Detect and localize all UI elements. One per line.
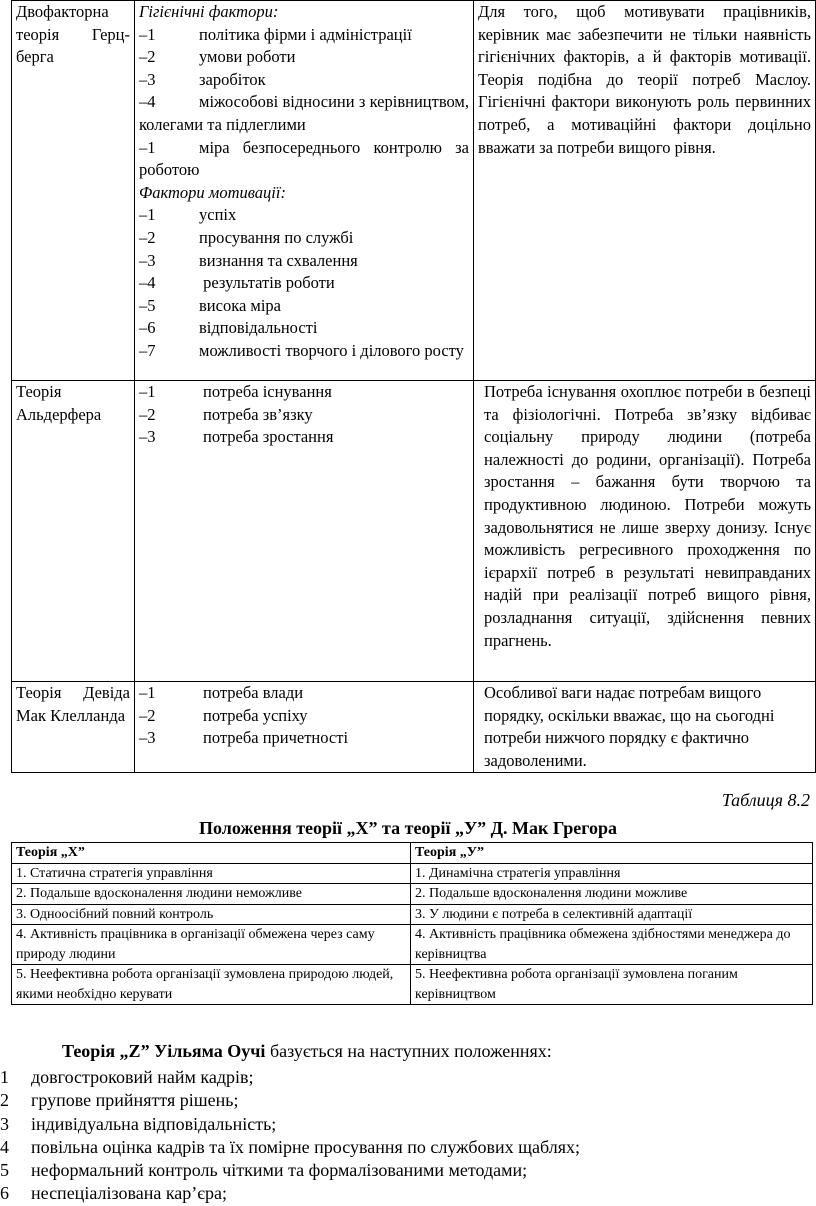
list-item: 3 індивідуальна відповідальність; bbox=[0, 1113, 277, 1134]
list-item: –2 просування по службі bbox=[139, 227, 354, 247]
list-item: –3 заробіток bbox=[139, 69, 266, 89]
list-item: 1 довгостроковий найм кадрів; bbox=[0, 1067, 254, 1087]
theories-table bbox=[11, 0, 816, 773]
list-item: –2 потреба успіху bbox=[139, 705, 308, 725]
hygiene-title: Гігієнічні фактори: bbox=[139, 2, 279, 21]
table-row bbox=[12, 925, 813, 965]
table-cell: 2. Подальше вдосконалення людини можливе bbox=[411, 884, 813, 905]
table-header-row bbox=[12, 843, 813, 864]
theory-z-title: Теорія „Z” Уільяма Оучі bbox=[62, 1041, 266, 1061]
list-item: –1 потреба існування bbox=[139, 382, 332, 401]
theory-description: Потреба існування охоплює потреби в безпеці та фізіологічні. Потреба зв’язку відбиває соціальну природу людини (потреба належності до родини, організації). Потреба зростання – бажання бути творчою та продуктивною людиною. Потреби можуть задовольнятися не лише зверху донизу. Існує можливість регресивного проходження по ієрархії потреб в результаті невиправданих надій при реалізації потреб вищого рівня, розладнання ситуації, здійснення певних прагнень. bbox=[474, 381, 816, 682]
table-row bbox=[12, 965, 813, 1005]
list-item: –4 міжособові відносини з керівництвом, колегами та підлеглими bbox=[139, 92, 469, 134]
table-cell: 1. Статична стратегія управління bbox=[12, 863, 411, 884]
column-header: Теорія „Х” bbox=[12, 843, 411, 864]
list-item: 5 неформальний контроль чіткими та формалізованими методами; bbox=[0, 1160, 528, 1181]
list-item: 2 групове прийняття рішень; bbox=[0, 1090, 239, 1111]
table-cell: 3. У людини є потреба в селективній адаптації bbox=[411, 904, 813, 925]
table-cell: 5. Неефективна робота організації зумовлена природою людей, якими необхідно керувати bbox=[12, 965, 411, 1005]
needs-cell bbox=[135, 682, 474, 773]
table-row bbox=[12, 682, 816, 773]
theory-name: Теорія Девіда Мак Клелланда bbox=[12, 682, 135, 773]
table-row bbox=[12, 863, 813, 884]
list-item: –7 можливості творчого і ділового росту bbox=[139, 340, 464, 360]
table-cell: 3. Одноосібний повний контроль bbox=[12, 904, 411, 925]
table-cell: 1. Динамічна стратегія управління bbox=[411, 863, 813, 884]
theory-z-intro bbox=[62, 1041, 552, 1062]
table-cell: 4. Активність працівника обмежена здібностями менеджера до керівництва bbox=[411, 925, 813, 965]
theory-name: Двофакторна теорія Герц-берга bbox=[12, 1, 135, 381]
table-row bbox=[12, 884, 813, 905]
list-item: –1 міра безпосереднього контролю за роботою bbox=[139, 137, 469, 180]
table-caption: Таблиця 8.2 bbox=[721, 790, 810, 810]
list-item: –1 політика фірми і адміністрації bbox=[139, 24, 412, 44]
list-item: –4 результатів роботи bbox=[139, 273, 335, 293]
table-row bbox=[12, 904, 813, 925]
xy-theory-table bbox=[11, 842, 813, 1005]
list-item: –2 умови роботи bbox=[139, 47, 296, 67]
motivation-title: Фактори мотивації: bbox=[139, 182, 286, 202]
column-header: Теорія „У” bbox=[411, 843, 813, 864]
theory-description: Особливої ваги надає потребам вищого порядку, оскільки вважає, що на сьогодні потреби нижчого порядку є фактично задоволеними. bbox=[474, 682, 816, 773]
list-item: –6 відповідальності bbox=[139, 318, 318, 338]
needs-cell bbox=[135, 381, 474, 682]
table-row bbox=[12, 1, 816, 381]
table-title: Положення теорії „Х” та теорії „У” Д. Мак Грегора bbox=[199, 818, 617, 838]
list-item: 4 повільна оцінка кадрів та їх помірне просування по службових щаблях; bbox=[0, 1136, 580, 1157]
table-row bbox=[12, 381, 816, 682]
list-item: –1 потреба влади bbox=[139, 683, 304, 702]
list-item: –3 визнання та схвалення bbox=[139, 250, 358, 270]
list-item: –2 потреба зв’язку bbox=[139, 404, 313, 424]
list-item: –3 потреба причетності bbox=[139, 728, 349, 748]
list-item: –3 потреба зростання bbox=[139, 427, 334, 447]
theory-z-intro-text: базується на наступних положеннях: bbox=[265, 1041, 552, 1061]
theory-name: Теорія Альдерфера bbox=[12, 381, 135, 682]
table-cell: 2. Подальше вдосконалення людини неможливе bbox=[12, 884, 411, 905]
list-item: 6 неспеціалізована кар’єра; bbox=[0, 1183, 227, 1204]
list-item: –5 висока міра bbox=[139, 295, 282, 315]
table-cell: 5. Неефективна робота організації зумовлена поганим керівництвом bbox=[411, 965, 813, 1005]
list-item: –1 успіх bbox=[139, 205, 237, 225]
theory-description: Для того, щоб мотивувати працівників, керівник має забезпечити не тільки наявність гігієнічних факторів, а й факторів мотивації. Теорія подібна до теорії потреб Маслоу. Гігієнічні фактори виконують роль первинних потреб, а мотиваційні фактори доцільно вважати за потреби вищого рівня. bbox=[474, 1, 816, 381]
factors-cell bbox=[135, 1, 474, 381]
theory-z-list bbox=[0, 1066, 580, 1206]
table-cell: 4. Активність працівника в організації обмежена через саму природу людини bbox=[12, 925, 411, 965]
